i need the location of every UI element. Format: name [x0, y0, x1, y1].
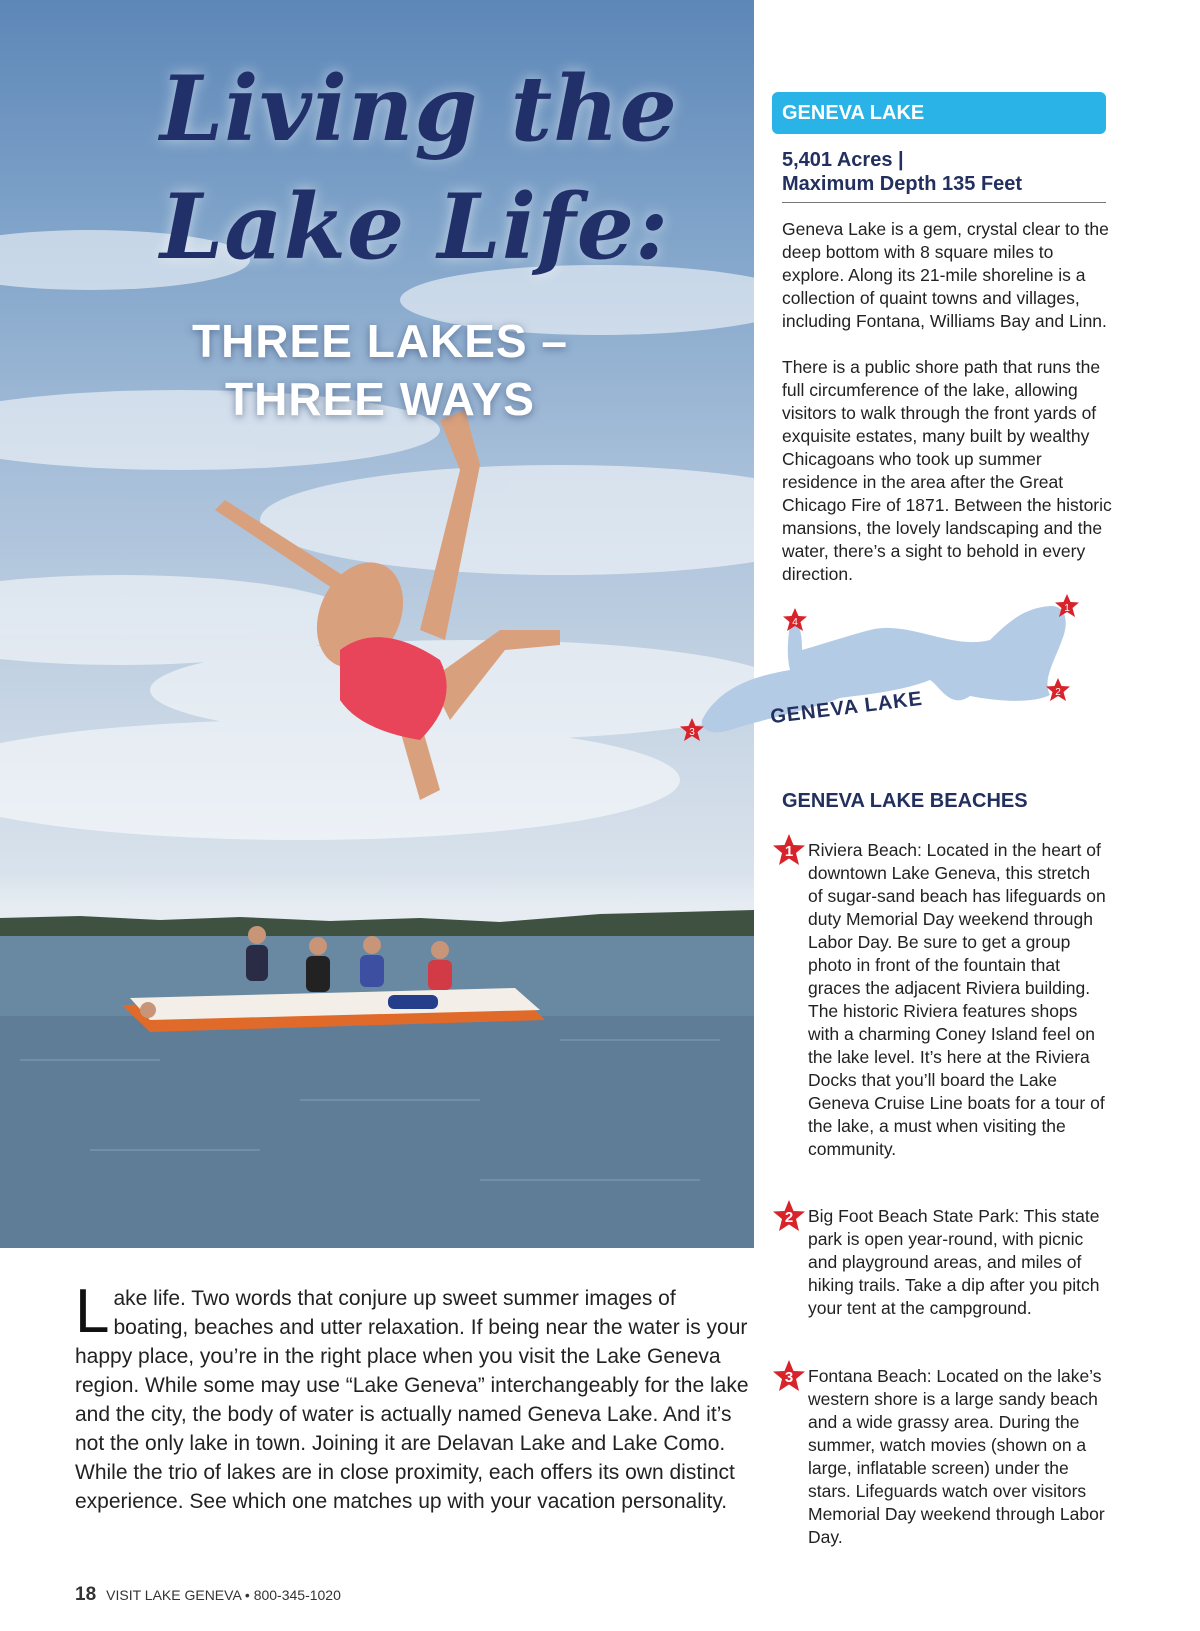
- geneva-lake-map: [690, 600, 1110, 770]
- map-marker-2-label: 2: [1055, 687, 1061, 698]
- beach-item-1: [784, 839, 1108, 1161]
- map-marker-1-label: 1: [1064, 603, 1070, 614]
- lake-stats: [782, 148, 1106, 203]
- beach-item-3: [784, 1365, 1108, 1549]
- subtitle-line-2: THREE WAYS: [225, 373, 535, 425]
- script-title: [160, 50, 678, 286]
- drop-cap: L: [75, 1277, 110, 1346]
- map-marker-3-label: 3: [689, 727, 695, 738]
- star-marker-3-icon: [772, 1359, 806, 1393]
- geneva-lake-header: GENEVA LAKE: [772, 92, 1106, 134]
- page-number: 18: [75, 1584, 97, 1605]
- beach-2-text: Big Foot Beach State Park: This state park is open year-round, with picnic and playground areas, and miles of hiking trails. Take a dip after you pitch your tent at the campground.: [808, 1206, 1100, 1318]
- star-marker-1-number: 1: [784, 843, 794, 860]
- hero-photo: [0, 0, 754, 1248]
- script-title-line-2: Lake Life:: [160, 174, 670, 280]
- intro-paragraph: [75, 1277, 755, 1516]
- subtitle-line-1: THREE LAKES –: [192, 315, 568, 367]
- stats-depth: Maximum Depth 135 Feet: [782, 173, 1023, 195]
- intro-text: ake life. Two words that conjure up sweet summer images of boating, beaches and utter relaxation. If being near the water is your happy place, you’re in the right place when you visit the Lake Geneva region. While some may use “Lake Geneva” interchangeably for the lake and the city, the body of water is actually named Geneva Lake. And it’s not the only lake in town. Joining it are Delavan Lake and Lake Como. While the trio of lakes are in close proximity, each offers its own distinct experience. See which one matches up with your vacation personality.: [75, 1287, 749, 1513]
- star-marker-2-number: 2: [784, 1209, 794, 1226]
- map-marker-4[interactable]: [783, 608, 807, 631]
- beaches-title: GENEVA LAKE BEACHES: [782, 790, 1028, 812]
- star-marker-1-icon: [772, 833, 806, 867]
- description-paragraph-1: Geneva Lake is a gem, crystal clear to the deep bottom with 8 square miles to explore. Along its 21-mile shoreline is a collection of quaint towns and villages, including Fontana, Williams Bay and Linn.: [782, 219, 1109, 331]
- page-footer: [75, 1584, 341, 1606]
- subtitle: [120, 312, 640, 428]
- stats-acres: 5,401 Acres |: [782, 149, 904, 171]
- star-marker-3-number: 3: [784, 1369, 794, 1386]
- map-marker-4-label: 4: [792, 617, 798, 628]
- script-title-line-1: Living the: [160, 56, 678, 162]
- star-marker-2-icon: [772, 1199, 806, 1233]
- beach-item-2: [784, 1205, 1108, 1320]
- beach-1-text: Riviera Beach: Located in the heart of downtown Lake Geneva, this stretch of sugar-sand beach has lifeguards on duty Memorial Day weekend through Labor Day. Be sure to get a group photo in front of the fountain that graces the adjacent Riviera building. The historic Riviera features shops with a charming Coney Island feel on the lake level. It’s here at the Riviera Docks that you’ll board the Lake Geneva Cruise Line boats for a tour of the lake, a must when visiting the community.: [808, 840, 1106, 1159]
- lake-description: [782, 218, 1112, 609]
- map-label: GENEVA LAKE: [769, 687, 924, 729]
- description-paragraph-2: There is a public shore path that runs the full circumference of the lake, allowing visitors to walk through the front yards of exquisite estates, many built by wealthy Chicagoans who took up summer residence in the area after the Great Chicago Fire of 1871. Between the historic mansions, the lovely landscaping and the water, there’s a sight to behold in every direction.: [782, 357, 1112, 584]
- beach-3-text: Fontana Beach: Located on the lake’s western shore is a large sandy beach and a wide grassy area. During the summer, watch movies (shown on a large, inflatable screen) under the stars. Lifeguards watch over visitors Memorial Day weekend through Labor Day.: [808, 1366, 1105, 1547]
- footer-text: VISIT LAKE GENEVA • 800-345-1020: [106, 1587, 341, 1603]
- map-marker-2[interactable]: [1046, 678, 1070, 701]
